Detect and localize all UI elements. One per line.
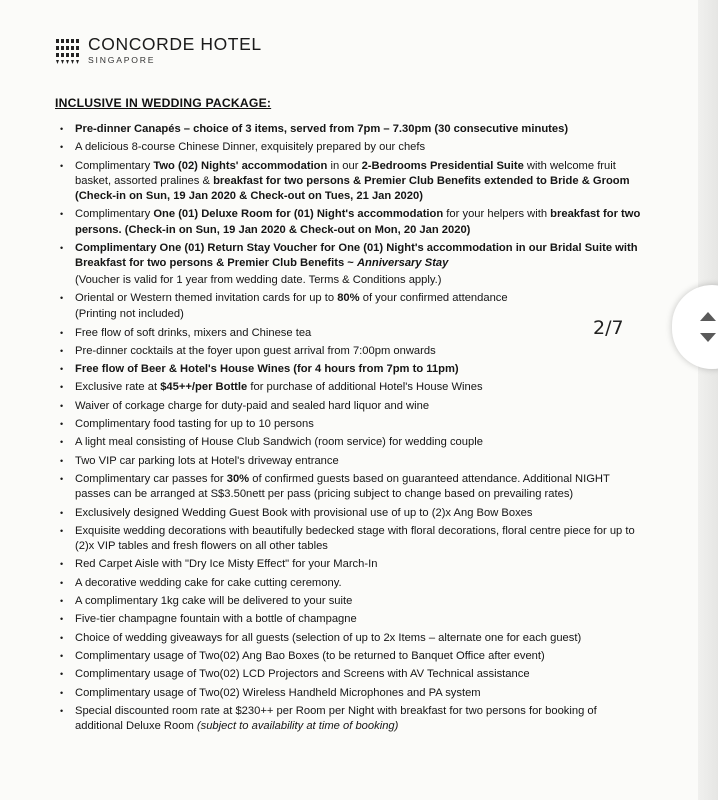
bullet-icon: • — [60, 400, 64, 411]
list-item-text: 30% — [226, 472, 250, 485]
list-item-text: Red Carpet Aisle with "Dry Ice Misty Effect" for your March-In — [75, 558, 378, 571]
list-item — [60, 686, 645, 701]
list-item-text: Complimentary usage of Two(02) Wireless Handheld Microphones and PA system — [75, 686, 481, 699]
list-item-text: Complimentary One (01) Return Stay Voucher for One (01) Night's accommodation in our Bridal Suite with Breakfast for two persons & Premier Club Benefits ~ — [75, 242, 638, 270]
list-item — [60, 576, 645, 591]
list-item — [60, 122, 645, 137]
list-item-text: A light meal consisting of House Club Sandwich (room service) for wedding couple — [75, 436, 483, 449]
list-item-text: 2-Bedrooms Presidential Suite — [361, 159, 524, 172]
bullet-icon: • — [60, 577, 64, 588]
chevron-up-icon[interactable] — [700, 312, 716, 321]
package-inclusions-list — [60, 122, 645, 737]
list-item — [60, 631, 645, 646]
list-item — [60, 667, 645, 682]
bullet-icon: • — [60, 292, 64, 303]
list-item — [60, 557, 645, 572]
list-item-text: Choice of wedding giveaways for all guests (selection of up to 2x Items – alternate one for each guest) — [75, 631, 582, 644]
bullet-icon: • — [60, 419, 64, 430]
scan-edge — [698, 0, 718, 800]
list-item-text: for your helpers with — [443, 208, 551, 221]
list-item-text: Free flow of Beer & Hotel's House Wines (for 4 hours from 7pm to 11pm) — [75, 363, 459, 376]
list-item-text: Free flow of soft drinks, mixers and Chinese tea — [75, 326, 312, 339]
list-item-text: Complimentary food tasting for up to 10 persons — [75, 418, 314, 431]
list-item-text: in our — [327, 159, 362, 172]
list-item-text: breakfast for two persons. (Check-in on Sun, 19 Jan 2020 & Check-out on Mon, 20 Jan 2020) — [75, 208, 641, 236]
list-item-text: Anniversary Stay — [356, 257, 449, 270]
list-item — [60, 326, 645, 341]
list-item-text: A delicious 8-course Chinese Dinner, exquisitely prepared by our chefs — [75, 141, 426, 154]
list-item — [60, 454, 645, 469]
bullet-icon: • — [60, 650, 64, 661]
list-item-text: of your confirmed attendance — [359, 291, 508, 304]
bullet-icon: • — [60, 687, 64, 698]
list-item-text: Exclusive rate at — [75, 381, 161, 394]
list-item-text: Complimentary — [75, 159, 154, 172]
list-item — [60, 524, 645, 555]
bullet-icon: • — [60, 669, 64, 680]
bullet-icon: • — [60, 243, 64, 254]
list-item-text: Complimentary car passes for — [75, 472, 227, 485]
list-item-text: Pre-dinner cocktails at the foyer upon guest arrival from 7:00pm onwards — [75, 344, 436, 357]
list-item — [60, 159, 645, 205]
list-item-text: Exclusively designed Wedding Guest Book with provisional use of up to (2)x Ang Bow Boxes — [75, 506, 533, 519]
list-item-note — [60, 307, 645, 322]
list-item — [60, 207, 645, 238]
bullet-icon: • — [60, 364, 64, 375]
list-item-text: of confirmed guests based on guaranteed attendance. Additional NIGHT passes can be arranged at S$3.50nett per pass (pricing subject to change based on prevailing rates) — [75, 472, 610, 501]
list-item-text: 80% — [337, 291, 360, 304]
bullet-icon: • — [60, 473, 64, 484]
list-item — [60, 380, 645, 395]
list-item-text: (Printing not included) — [75, 308, 184, 321]
list-item-text: for purchase of additional Hotel's House Wines — [247, 381, 483, 394]
bullet-icon: • — [60, 382, 64, 393]
logo-mark-icon — [55, 38, 81, 66]
list-item-text: Oriental or Western themed invitation cards for up to — [75, 291, 338, 304]
list-item — [60, 344, 645, 359]
bullet-icon: • — [60, 596, 64, 607]
bullet-icon: • — [60, 507, 64, 518]
bullet-icon: • — [60, 559, 64, 570]
list-item-note — [60, 273, 645, 288]
list-item-text: Five-tier champagne fountain with a bottle of champagne — [75, 613, 357, 626]
list-item-text: with welcome fruit basket, assorted pralines & — [75, 159, 616, 187]
list-item — [60, 362, 645, 377]
bullet-icon: • — [60, 525, 64, 536]
section-heading: INCLUSIVE IN WEDDING PACKAGE: — [55, 96, 272, 110]
list-item-text: (Voucher is valid for 1 year from wedding date. Terms & Conditions apply.) — [75, 273, 442, 286]
list-item-text: Two VIP car parking lots at Hotel's driveway entrance — [75, 454, 339, 467]
list-item-text: breakfast for two persons & Premier Club Benefits extended to Bride & Groom (Check-in on Sun, 19 Jan 2020 & Check-out on Tues, 21 Jan 2020) — [75, 174, 630, 203]
bullet-icon: • — [60, 614, 64, 625]
bullet-icon: • — [60, 142, 64, 153]
list-item-text: $45++/per Bottle — [160, 381, 248, 394]
hotel-location: SINGAPORE — [88, 55, 156, 65]
bullet-icon: • — [60, 437, 64, 448]
list-item-text: Special discounted room rate at $230++ per Room per Night with breakfast for two persons for booking of additional Deluxe Room — [75, 704, 597, 733]
list-item-text: Pre-dinner Canapés – choice of 3 items, served from 7pm – 7.30pm (30 consecutive minutes) — [75, 123, 569, 135]
chevron-down-icon[interactable] — [700, 333, 716, 342]
bullet-icon: • — [60, 209, 64, 220]
list-item — [60, 140, 645, 155]
list-item — [60, 594, 645, 609]
list-item — [60, 704, 645, 735]
list-item — [60, 241, 645, 272]
list-item-text: (subject to availability at time of booking) — [196, 720, 399, 733]
list-item — [60, 472, 645, 503]
list-item — [60, 506, 645, 521]
list-item-text: One (01) Deluxe Room for (01) Night's accommodation — [153, 208, 444, 221]
list-item — [60, 417, 645, 432]
list-item — [60, 649, 645, 664]
bullet-icon: • — [60, 345, 64, 356]
list-item-text: Complimentary — [75, 208, 154, 221]
page-indicator: 2/7 — [593, 317, 624, 339]
list-item — [60, 435, 645, 450]
list-item-text: Complimentary usage of Two(02) Ang Bao Boxes (to be returned to Banquet Office after event) — [75, 649, 545, 662]
page-nav-control[interactable] — [672, 285, 718, 369]
bullet-icon: • — [60, 160, 64, 171]
list-item — [60, 291, 645, 306]
list-item — [60, 612, 645, 627]
bullet-icon: • — [60, 327, 64, 338]
list-item-text: Complimentary usage of Two(02) LCD Projectors and Screens with AV Technical assistance — [75, 668, 530, 681]
list-item-text: Waiver of corkage charge for duty-paid and sealed hard liquor and wine — [75, 399, 430, 412]
list-item — [60, 399, 645, 414]
hotel-name: CONCORDE HOTEL — [88, 34, 262, 54]
list-item-text: A decorative wedding cake for cake cutting ceremony. — [75, 576, 342, 589]
bullet-icon: • — [60, 705, 64, 716]
bullet-icon: • — [60, 632, 64, 643]
bullet-icon: • — [60, 124, 64, 134]
list-item-text: Two (02) Nights' accommodation — [153, 159, 328, 172]
bullet-icon: • — [60, 455, 64, 466]
list-item-text: A complimentary 1kg cake will be delivered to your suite — [75, 595, 353, 608]
list-item-text: Exquisite wedding decorations with beautifully bedecked stage with floral decorations, floral centre piece for up to (2)x VIP tables and fresh flowers on all other tables — [75, 524, 635, 553]
hotel-logo — [55, 34, 262, 66]
